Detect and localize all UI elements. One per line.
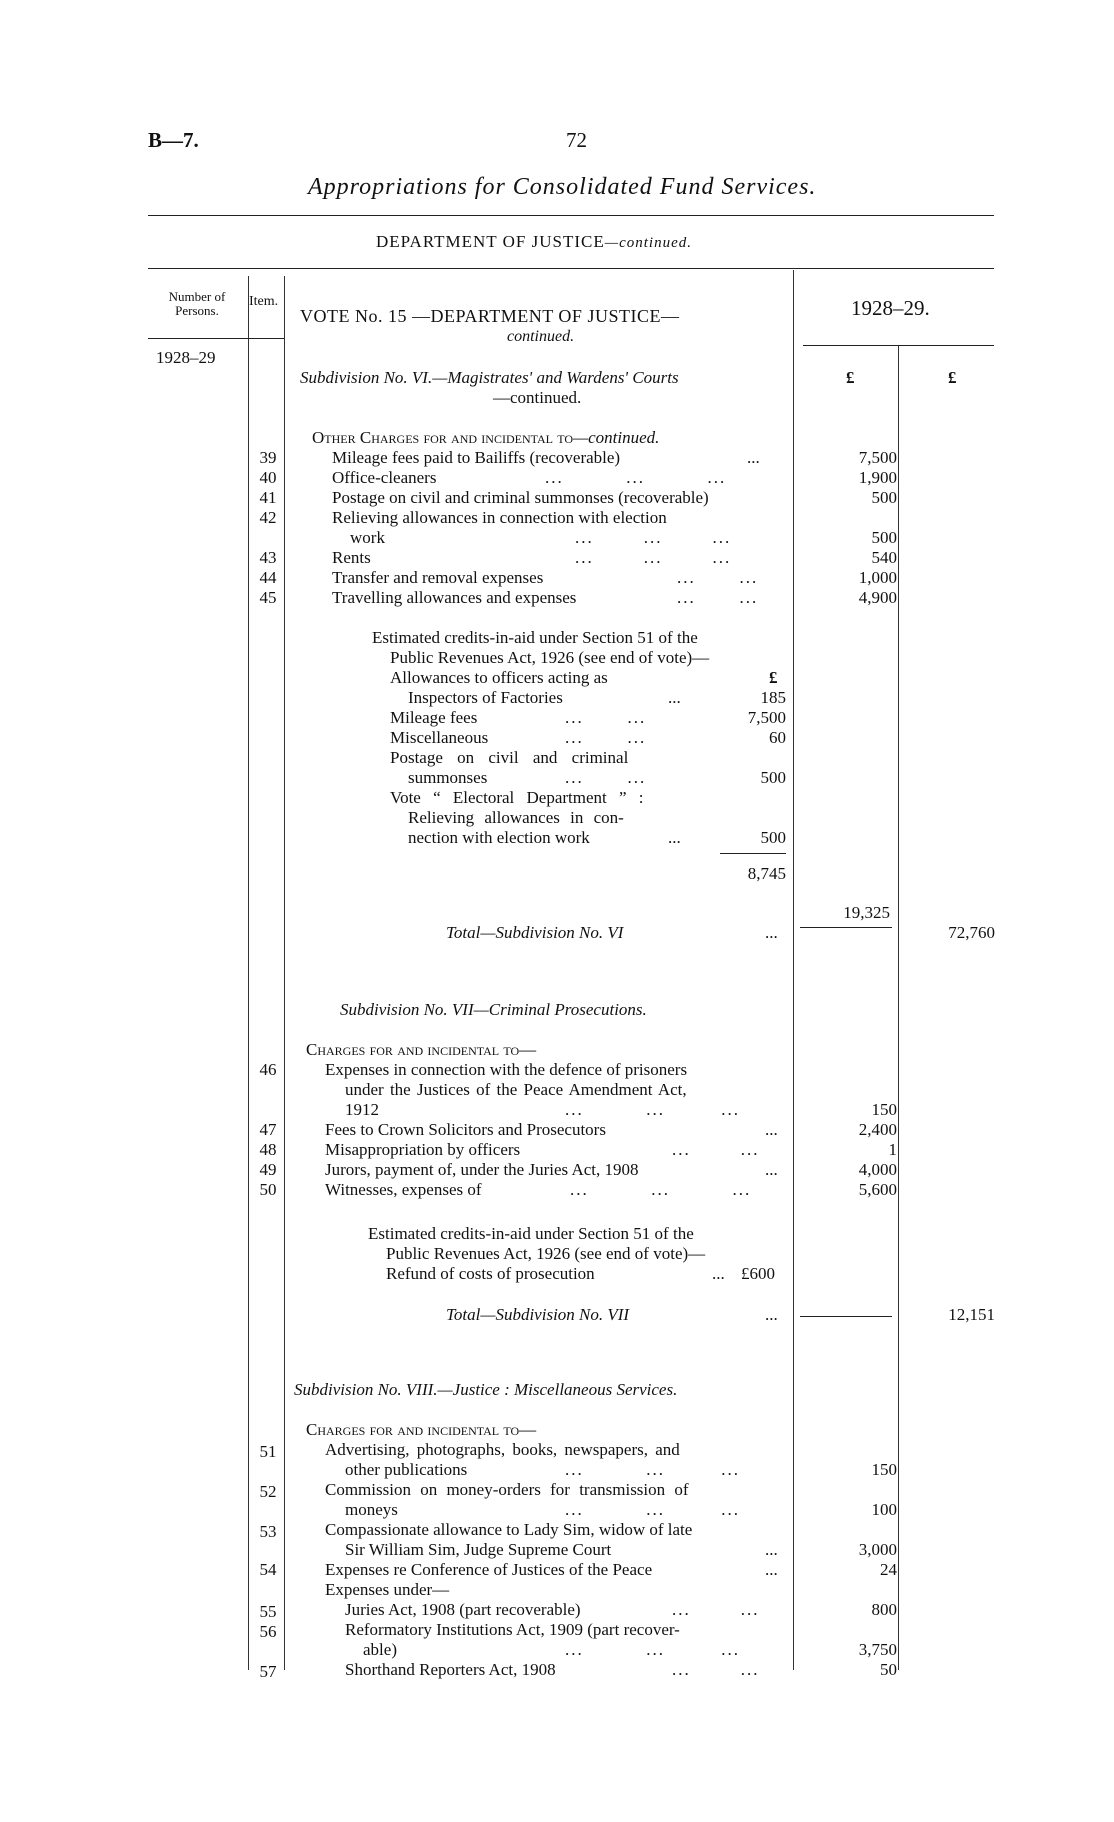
- credit-description: Mileage fees: [390, 708, 478, 727]
- amount-total-rule: [898, 345, 899, 1670]
- item-description-cont: under the Justices of the Peace Amendment Act,: [345, 1080, 687, 1099]
- item-number: 52: [259, 1482, 277, 1501]
- page-number: 72: [566, 128, 587, 152]
- subdivision-7-total-label: Total—Subdivision No. VII: [446, 1305, 630, 1324]
- item-number: 55: [259, 1602, 277, 1621]
- credit-description-cont: Relieving allowances in con-: [408, 808, 624, 827]
- vote-heading-line2: continued.: [507, 328, 575, 345]
- column-item: Item.: [249, 294, 279, 309]
- item-number: 44: [259, 568, 277, 587]
- item-number: 50: [259, 1180, 277, 1199]
- item-description-cont: other publications: [345, 1460, 468, 1479]
- credits-in-aid-line1: Estimated credits-in-aid under Section 51 of the: [372, 628, 698, 647]
- credit-description-cont: nection with election work: [408, 828, 590, 847]
- subdivision-6-title-cont: —continued.: [493, 388, 582, 407]
- credits-in-aid-line2: Public Revenues Act, 1926 (see end of vote)—: [386, 1244, 706, 1263]
- page-title: Appropriations for Consolidated Fund Services.: [308, 174, 817, 200]
- item-description: Expenses in connection with the defence of prisoners: [325, 1060, 688, 1079]
- year-column-heading: 1928–29.: [851, 296, 930, 320]
- leader-dots: ...: [765, 1540, 778, 1559]
- item-description: Relieving allowances in connection with election: [332, 508, 667, 527]
- credit-amount: 500: [760, 768, 786, 787]
- credit-description: Vote “ Electoral Department ” :: [390, 788, 644, 807]
- credit-amount: 185: [760, 688, 786, 707]
- subdivision-7-total: 12,151: [948, 1305, 995, 1324]
- credits-total-rule: [720, 853, 786, 854]
- item-description: Transfer and removal expenses: [332, 568, 544, 587]
- item-description: Witnesses, expenses of: [325, 1180, 482, 1199]
- item-description: Expenses re Conference of Justices of the Peace: [325, 1560, 653, 1579]
- item-amount: 1: [888, 1140, 897, 1159]
- item-description-cont: Sir William Sim, Judge Supreme Court: [345, 1540, 612, 1559]
- item-description: Mileage fees paid to Bailiffs (recoverable): [332, 448, 621, 467]
- item-number: 51: [259, 1442, 277, 1461]
- item-description: Office-cleaners: [332, 468, 437, 487]
- leader-dots: ... ... ...: [570, 1180, 752, 1199]
- item-amount: 150: [871, 1100, 897, 1119]
- column-number-of-persons: Number of Persons.: [168, 289, 226, 318]
- leader-dots: ... ...: [565, 728, 647, 747]
- other-charges-label: Other Charges for and incidental to: [312, 428, 574, 447]
- credit-description: Miscellaneous: [390, 728, 489, 747]
- item-description: Misappropriation by officers: [325, 1140, 521, 1159]
- subtotal-rule: [800, 1316, 892, 1317]
- item-amount: 4,000: [858, 1160, 897, 1179]
- persons-item-rule: [248, 276, 249, 1670]
- item-description: Advertising, photographs, books, newspapers, and: [325, 1440, 680, 1459]
- vote-heading-line1: VOTE No. 15 —DEPARTMENT OF JUSTICE—: [300, 306, 680, 326]
- item-amount: 7,500: [858, 448, 897, 467]
- subdivision-6-subtotal: 19,325: [843, 903, 890, 922]
- leader-dots: ...: [765, 1305, 778, 1324]
- department-continued: —continued.: [604, 235, 692, 251]
- subdivision-6-total: 72,760: [948, 923, 995, 942]
- subdivision-6-total-label: Total—Subdivision No. VI: [446, 923, 624, 942]
- item-description: Juries Act, 1908 (part recoverable): [345, 1600, 581, 1619]
- item-amount: 500: [871, 488, 897, 507]
- subdivision-7-charges-heading: Charges for and incidental to—: [306, 1040, 537, 1059]
- leader-dots: ...: [747, 448, 760, 467]
- leader-dots: ...: [765, 1160, 778, 1179]
- subdivision-7-title: Subdivision No. VII—Criminal Prosecutions.: [340, 1000, 647, 1019]
- subdivision-8-charges-heading: Charges for and incidental to—: [306, 1420, 537, 1439]
- subdivision-6-title: Subdivision No. VI.—Magistrates' and Wardens' Courts: [300, 368, 679, 387]
- leader-dots: ... ... ...: [565, 1500, 740, 1519]
- subtotal-rule: [800, 927, 892, 928]
- leader-dots: ... ...: [672, 1140, 760, 1159]
- item-description: Fees to Crown Solicitors and Prosecutors: [325, 1120, 606, 1139]
- credit-description: Postage on civil and criminal: [390, 748, 629, 767]
- credits-in-aid-line2: Public Revenues Act, 1926 (see end of vote)—: [390, 648, 710, 667]
- item-description: Reformatory Institutions Act, 1909 (part recover-: [345, 1620, 680, 1639]
- item-description: Commission on money-orders for transmission of: [325, 1480, 689, 1499]
- pound-sign-totals: £: [948, 368, 957, 387]
- item-number: 46: [259, 1060, 277, 1079]
- item-description-cont: able): [363, 1640, 397, 1659]
- page-code: B—7.: [148, 128, 199, 152]
- leader-dots: ... ... ...: [565, 1100, 740, 1119]
- item-amount: 1,900: [858, 468, 897, 487]
- persons-header-rule: [148, 338, 248, 339]
- year-header-rule: [803, 345, 994, 346]
- title-rule: [148, 215, 994, 216]
- item-amount: 4,900: [858, 588, 897, 607]
- leader-dots: ...: [712, 1264, 725, 1283]
- subdivision-8-title: Subdivision No. VIII.—Justice : Miscellaneous Services.: [294, 1380, 678, 1399]
- credit-description: Allowances to officers acting as: [390, 668, 608, 687]
- item-number: 57: [259, 1662, 277, 1681]
- leader-dots: ... ...: [672, 1600, 760, 1619]
- item-description: Compassionate allowance to Lady Sim, widow of late: [325, 1520, 693, 1539]
- leader-dots: ... ... ...: [565, 1640, 740, 1659]
- item-amount: 500: [871, 528, 897, 547]
- item-number: 56: [259, 1622, 277, 1641]
- leader-dots: ... ... ...: [575, 548, 732, 567]
- item-number: 42: [259, 508, 277, 527]
- credits-total: 8,745: [747, 864, 786, 883]
- item-description: Jurors, payment of, under the Juries Act, 1908: [325, 1160, 639, 1179]
- item-amount: 3,000: [858, 1540, 897, 1559]
- item-number: 54: [259, 1560, 277, 1579]
- credit-description-cont: Inspectors of Factories: [408, 688, 563, 707]
- department-heading: [376, 232, 692, 252]
- credits-refund-amount: £600: [741, 1264, 775, 1283]
- leader-dots: ... ...: [672, 1660, 760, 1679]
- item-amount: 150: [871, 1460, 897, 1479]
- leader-dots: ... ...: [565, 768, 647, 787]
- item-amount: 1,000: [858, 568, 897, 587]
- item-number: 43: [259, 548, 277, 567]
- item-number: 48: [259, 1140, 277, 1159]
- item-number: 41: [259, 488, 277, 507]
- item-description: Postage on civil and criminal summonses (recoverable): [332, 488, 709, 507]
- persons-year: 1928–29: [156, 348, 216, 367]
- table-top-rule: [148, 268, 994, 269]
- credit-description-cont: summonses: [408, 768, 488, 787]
- leader-dots: ... ...: [677, 568, 759, 587]
- item-amount: 50: [880, 1660, 897, 1679]
- expenses-under-heading: Expenses under—: [325, 1580, 450, 1599]
- item-number: 39: [259, 448, 277, 467]
- item-number: 49: [259, 1160, 277, 1179]
- credits-in-aid-line3: Refund of costs of prosecution: [386, 1264, 595, 1283]
- item-amount: 5,600: [858, 1180, 897, 1199]
- credits-in-aid-line1: Estimated credits-in-aid under Section 51 of the: [368, 1224, 694, 1243]
- department-name: DEPARTMENT OF JUSTICE: [376, 232, 605, 251]
- leader-dots: ... ... ...: [545, 468, 727, 487]
- credits-pound-sign: £: [769, 668, 778, 687]
- leader-dots: ... ... ...: [565, 1460, 740, 1479]
- item-number: 53: [259, 1522, 277, 1541]
- leader-dots: ...: [668, 828, 681, 847]
- credit-amount: 60: [769, 728, 786, 747]
- item-description-cont: moneys: [345, 1500, 398, 1519]
- other-charges-cont: —continued.: [573, 428, 660, 447]
- item-number: 47: [259, 1120, 277, 1139]
- item-amount: 540: [871, 548, 897, 567]
- item-header-rule: [248, 338, 284, 339]
- item-amount: 2,400: [858, 1120, 897, 1139]
- item-amount: 100: [871, 1500, 897, 1519]
- item-amount: 800: [871, 1600, 897, 1619]
- pound-sign-items: £: [846, 368, 855, 387]
- leader-dots: ...: [765, 1560, 778, 1579]
- item-number: 45: [259, 588, 277, 607]
- leader-dots: ...: [668, 688, 681, 707]
- item-amount: 3,750: [858, 1640, 897, 1659]
- item-desc-rule: [284, 276, 285, 1670]
- item-description: Travelling allowances and expenses: [332, 588, 577, 607]
- item-number: 40: [259, 468, 277, 487]
- credit-amount: 500: [760, 828, 786, 847]
- desc-amount-rule: [793, 270, 794, 1670]
- item-description-cont: work: [350, 528, 385, 547]
- leader-dots: ... ...: [677, 588, 759, 607]
- item-description: Shorthand Reporters Act, 1908: [345, 1660, 556, 1679]
- leader-dots: ... ...: [565, 708, 647, 727]
- credit-amount: 7,500: [747, 708, 786, 727]
- leader-dots: ...: [765, 1120, 778, 1139]
- item-amount: 24: [880, 1560, 897, 1579]
- other-charges-heading: [312, 428, 659, 448]
- item-description: Rents: [332, 548, 371, 567]
- leader-dots: ... ... ...: [575, 528, 732, 547]
- leader-dots: ...: [765, 923, 778, 942]
- item-description-cont: 1912: [345, 1100, 379, 1119]
